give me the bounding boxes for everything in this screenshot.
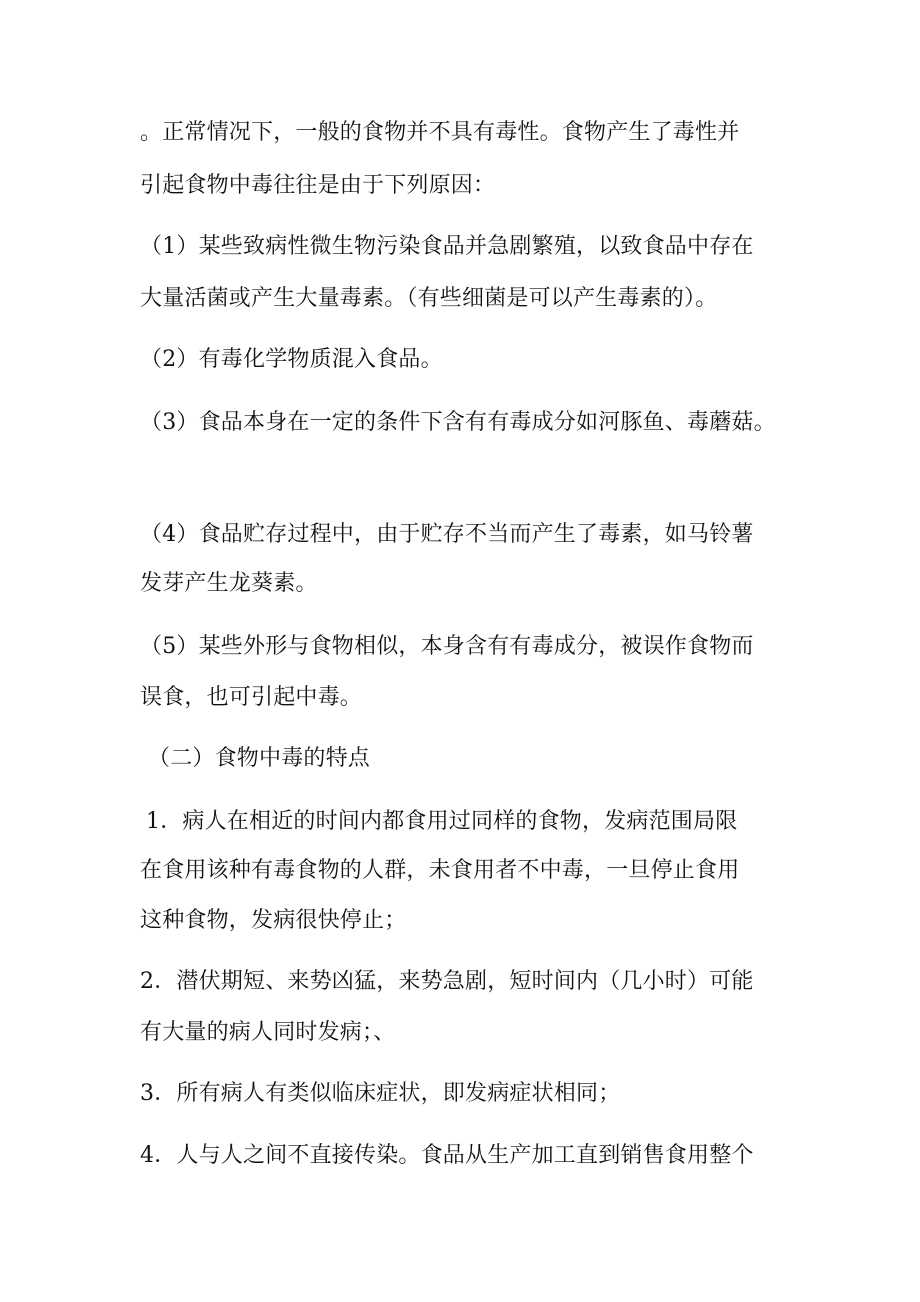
cause-item-2: （2）有毒化学物质混入食品。 — [140, 347, 443, 372]
feature-item-3: 3．所有病人有类似临床症状，即发病症状相同； — [140, 1081, 621, 1106]
section-heading: （二）食物中毒的特点 — [148, 746, 371, 771]
feature-item-1: 1．病人在相近的时间内都食用过同样的食物，发病范围局限 — [146, 809, 738, 834]
cause-item-4-continued: 发芽产生龙葵素。 — [140, 571, 318, 596]
feature-item-2-continued: 有大量的病人同时发病；、 — [140, 1020, 396, 1045]
feature-item-4: 4．人与人之间不直接传染。食品从生产加工直到销售食用整个 — [140, 1143, 754, 1168]
cause-item-1: （1）某些致病性微生物污染食品并急剧繁殖，以致食品中存在 — [140, 234, 754, 259]
cause-item-4: （4）食品贮存过程中，由于贮存不当而产生了毒素，如马铃薯 — [140, 522, 754, 547]
cause-item-3: （3）食品本身在一定的条件下含有有毒成分如河豚鱼、毒蘑菇。 — [140, 410, 776, 435]
feature-item-1-continued: 在食用该种有毒食物的人群，未食用者不中毒，一旦停止食用 — [140, 858, 740, 883]
cause-item-5: （5）某些外形与食物相似，本身含有有毒成分，被误作食物而 — [140, 634, 754, 659]
paragraph-line: 引起食物中毒往往是由于下列原因： — [140, 173, 496, 198]
paragraph-line: 。正常情况下，一般的食物并不具有毒性。食物产生了毒性并 — [140, 120, 740, 145]
cause-item-1-continued: 大量活菌或产生大量毒素。（有些细菌是可以产生毒素的）。 — [140, 286, 718, 311]
cause-item-5-continued: 误食，也可引起中毒。 — [140, 685, 363, 710]
feature-item-1-continued: 这种食物，发病很快停止； — [140, 908, 407, 933]
feature-item-2: 2．潜伏期短、来势凶猛，来势急剧，短时间内（几小时）可能 — [140, 969, 754, 994]
